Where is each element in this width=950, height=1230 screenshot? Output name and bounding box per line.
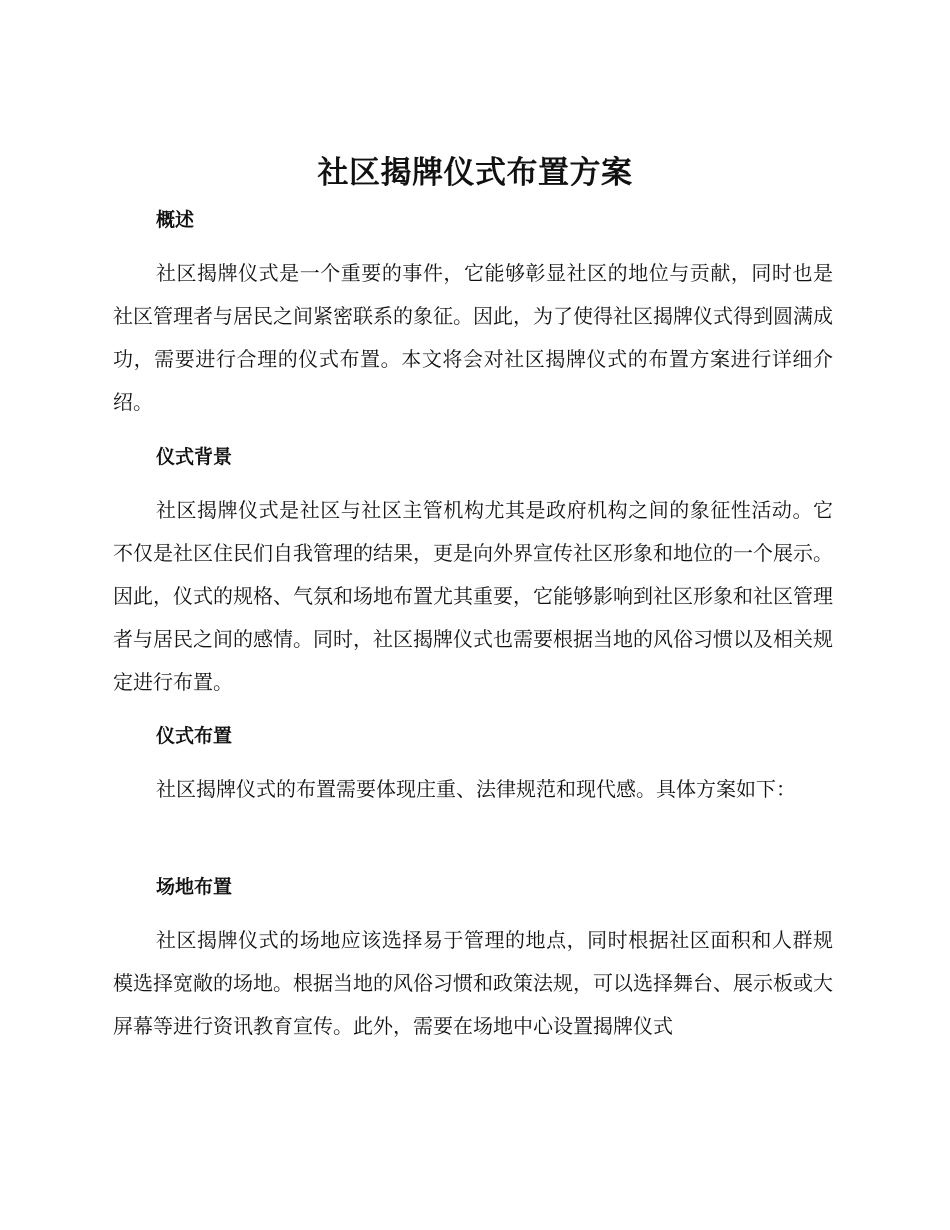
- section-paragraph-background: 社区揭牌仪式是社区与社区主管机构尤其是政府机构之间的象征性活动。它不仅是社区住民们自我管理的结果，更是向外界宣传社区形象和地位的一个展示。因此，仪式的规格、气氛和场地布置尤其重要，它能够影响到社区形象和社区管理者与居民之间的感情。同时，社区揭牌仪式也需要根据当地的风俗习惯以及相关规定进行布置。: [113, 498, 833, 694]
- section-heading-arrangement: 仪式布置: [156, 725, 233, 747]
- section-paragraph-venue: 社区揭牌仪式的场地应该选择易于管理的地点，同时根据社区面积和人群规模选择宽敞的场地。根据当地的风俗习惯和政策法规，可以选择舞台、展示板或大屏幕等进行资讯教育宣传。此外，需要在场地中心设置揭牌仪式: [113, 928, 833, 1038]
- document-title: 社区揭牌仪式布置方案: [317, 155, 633, 191]
- section-heading-background: 仪式背景: [156, 446, 233, 468]
- section-paragraph-arrangement: 社区揭牌仪式的布置需要体现庄重、法律规范和现代感。具体方案如下：: [156, 777, 796, 801]
- section-paragraph-overview: 社区揭牌仪式是一个重要的事件，它能够彰显社区的地位与贡献，同时也是 社区管理者与居民之间紧密联系的象征。因此，为了使得社区揭牌仪式得到圆满成功，需要进行合理的仪式布置。本文将会对社区揭牌仪式的布置方案进行详细介绍。: [113, 261, 833, 414]
- section-heading-overview: 概述: [156, 209, 195, 231]
- section-heading-venue: 场地布置: [156, 876, 233, 898]
